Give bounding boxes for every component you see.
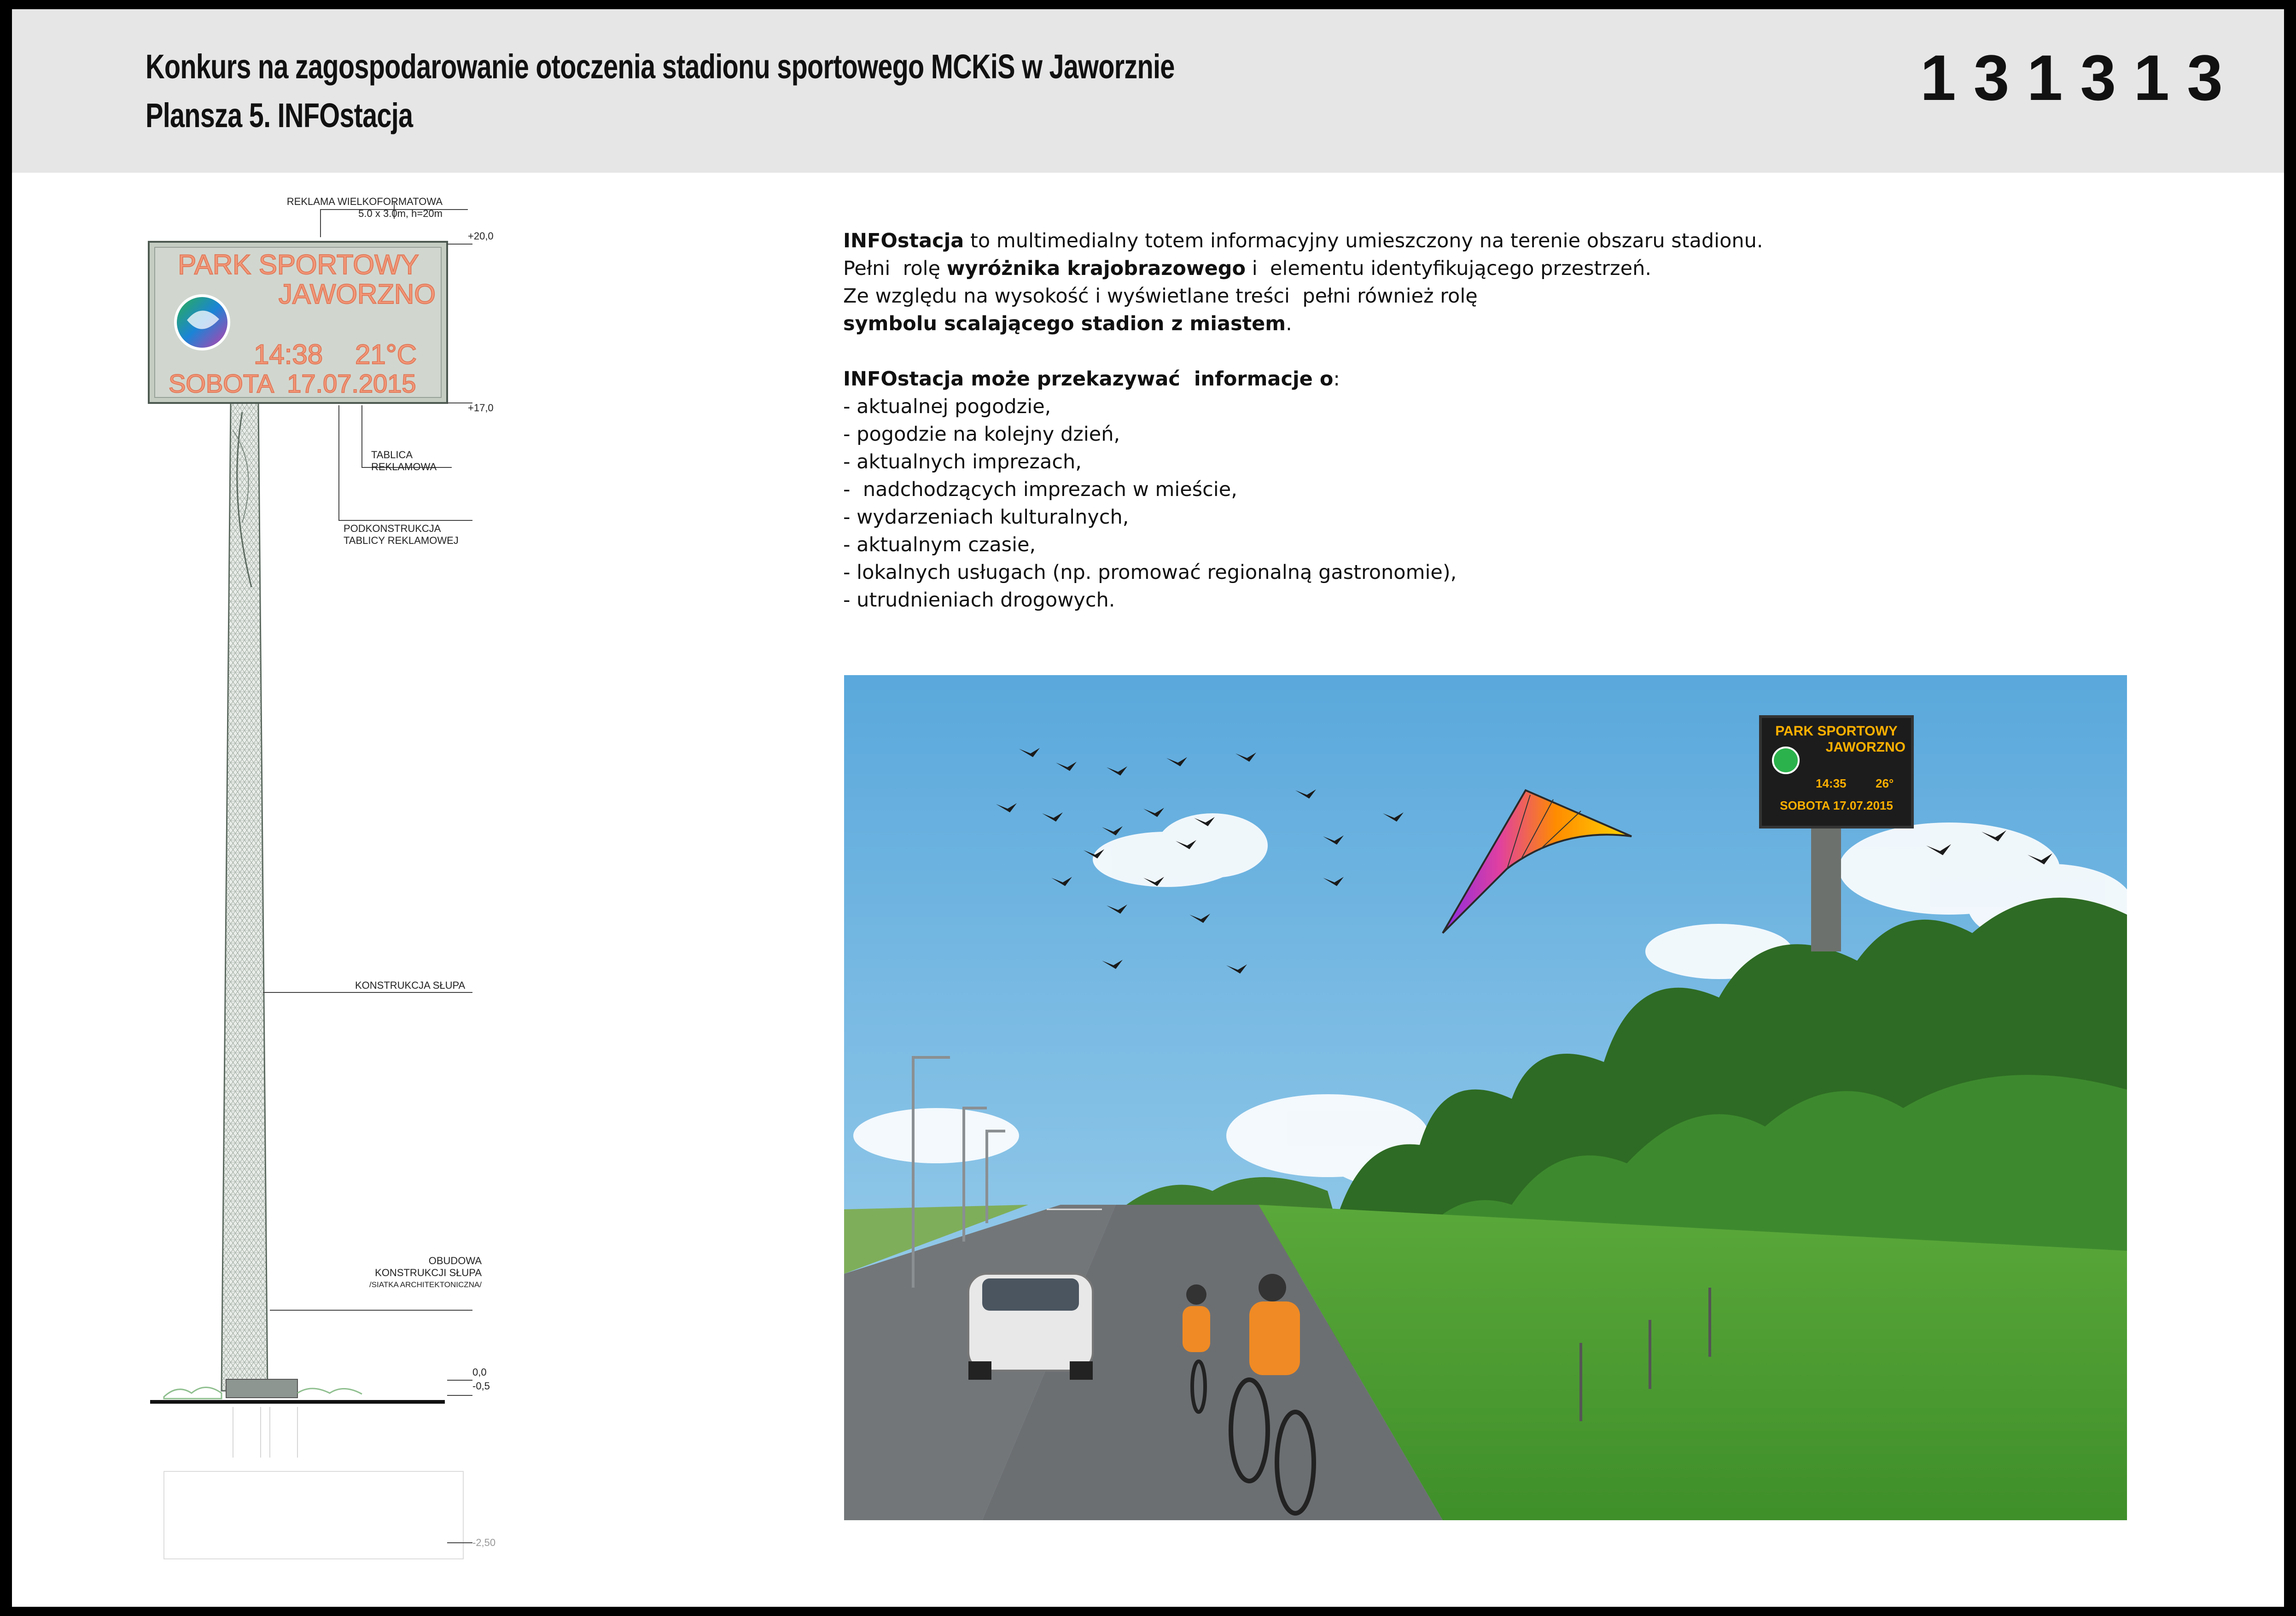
billboard-line2: JAWORZNO: [278, 279, 436, 309]
list-item: - aktualnych imprezach,: [843, 450, 1082, 473]
level-top: +20,0: [468, 230, 494, 242]
list-item: - pogodzie na kolejny dzień,: [843, 423, 1120, 446]
billboard-time: 14:38: [254, 339, 323, 370]
photo-sign-time: 14:35: [1816, 776, 1847, 790]
label-cover: OBUDOWA KONSTRUKCJI SŁUPA /SIATKA ARCHITEKTONICZNA/: [369, 1255, 482, 1289]
billboard-temp: 21°C: [355, 339, 417, 370]
page-frame: [12, 9, 2284, 1607]
photo-scene-svg: [844, 675, 2127, 1520]
list-item: - utrudnieniach drogowych.: [843, 589, 1115, 612]
page-title: Konkurs na zagospodarowanie otoczenia stadionu sportowego MCKiS w Jaworznie: [146, 47, 1175, 86]
list-item: - lokalnych usługach (np. promować regionalną gastronomie),: [843, 561, 1457, 584]
photo-sign-line2: JAWORZNO: [1825, 740, 1906, 755]
list-item: - wydarzeniach kulturalnych,: [843, 506, 1129, 529]
level-base: -0,5: [472, 1380, 490, 1392]
pole-shape: [221, 403, 268, 1391]
level-board: +17,0: [468, 402, 494, 414]
header-bar: [12, 9, 2284, 173]
level-ground: 0,0: [472, 1366, 487, 1378]
label-substructure: PODKONSTRUKCJA TABLICY REKLAMOWEJ: [344, 523, 459, 546]
billboard-date: SOBOTA 17.07.2015: [169, 369, 416, 398]
billboard-line1: PARK SPORTOWY: [178, 249, 419, 280]
photo-sign-temp: 26°: [1876, 776, 1894, 790]
page-subtitle: Plansza 5. INFOstacja: [146, 96, 413, 134]
photo-sign-line1: PARK SPORTOWY: [1775, 723, 1898, 739]
list-item: - aktualnej pogodzie,: [843, 395, 1051, 418]
visualization-photo: [844, 675, 2127, 1520]
list-item: - aktualnym czasie,: [843, 533, 1036, 556]
photo-sign-date: SOBOTA 17.07.2015: [1780, 799, 1893, 812]
label-pole: KONSTRUKCJA SŁUPA: [355, 980, 466, 991]
list-item: - nadchodzących imprezach w mieście,: [843, 478, 1237, 501]
entry-code: 131313: [1920, 41, 2240, 114]
description-text: INFOstacja to multimedialny totem informacyjny umieszczony na terenie obszaru stadionu. Pełni rolę wyróżnika krajobrazowego i elementu identyfikującego przestrzeń. Ze względu na wysokość i wyświetlane treści pełni również rolę symbolu scalającego stadion z miastem. INFOstacja może przekazywać informacje o: - aktualnej pogodzie, - pogodzie na kolejny dzień, - aktualnych imprezach, - nadchodzących imprezach w mieście, - wydarzeniach kulturalnych, - aktualnym czasie, - lokalnych usługach (np. promować regionalną gastronomie), - utrudnieniach drogowych.: [843, 227, 2040, 614]
elevation-drawing: [12, 173, 703, 1607]
level-bottom: -2,50: [472, 1537, 496, 1548]
label-billboard: REKLAMA WIELKOFORMATOWA 5.0 x 3.0m, h=20m: [286, 196, 443, 219]
label-board: TABLICA REKLAMOWA: [371, 449, 437, 473]
